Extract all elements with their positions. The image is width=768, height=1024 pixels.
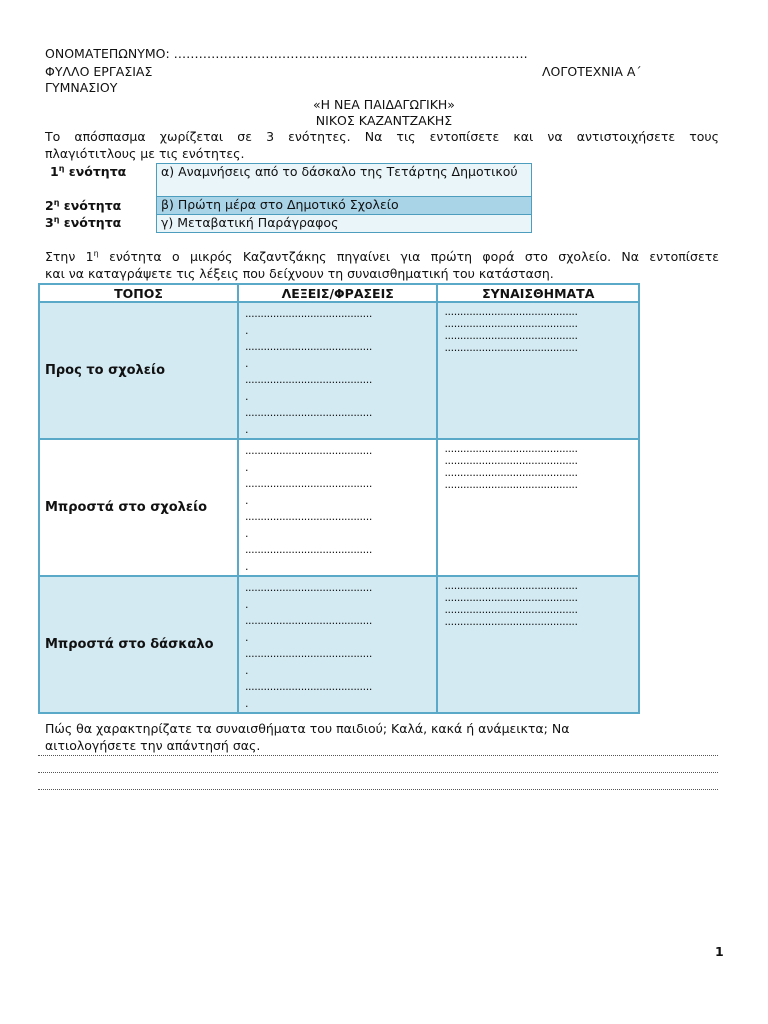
table-row bbox=[39, 439, 639, 576]
task1-line2: πλαγιότιτλους με τις ενότητες. bbox=[45, 146, 245, 161]
writing-line-end: . bbox=[244, 630, 249, 644]
section-3-label: $3^\eta$ ενότητα bbox=[45, 215, 122, 231]
writing-line: ......................................... bbox=[244, 614, 372, 627]
writing-line: ......................................... bbox=[244, 444, 372, 457]
answer-line[interactable] bbox=[38, 772, 718, 773]
place-cell: Μπροστά στο σχολείο bbox=[39, 439, 238, 576]
writing-line: ........................................... bbox=[444, 317, 578, 330]
writing-line: ......................................... bbox=[244, 307, 372, 320]
writing-line: ......................................... bbox=[244, 510, 372, 523]
writing-line-end: . bbox=[244, 597, 249, 611]
header-feelings: ΣΥΝΑΙΣΘΗΜΑΤΑ bbox=[437, 284, 639, 302]
table-row bbox=[39, 576, 639, 713]
writing-line-end: . bbox=[244, 559, 249, 573]
writing-line-end: . bbox=[244, 460, 249, 474]
text-author: ΝΙΚΟΣ ΚΑΖΑΝΤΖΑΚΗΣ bbox=[315, 113, 453, 128]
header-words: ΛΕΞΕΙΣ/ΦΡΑΣΕΙΣ bbox=[238, 284, 438, 302]
writing-line: ......................................... bbox=[244, 477, 372, 490]
writing-line-end: . bbox=[244, 323, 249, 337]
feelings-cell[interactable] bbox=[437, 439, 639, 576]
writing-line: ......................................... bbox=[244, 543, 372, 556]
answer-line[interactable] bbox=[38, 755, 718, 756]
writing-line-end: . bbox=[244, 696, 249, 710]
writing-line: ........................................... bbox=[444, 442, 578, 455]
place-cell: Προς το σχολείο bbox=[39, 302, 238, 439]
writing-line: ........................................... bbox=[444, 305, 578, 318]
writing-line-end: . bbox=[244, 422, 249, 436]
writing-line: ......................................... bbox=[244, 581, 372, 594]
writing-line-end: . bbox=[244, 356, 249, 370]
task2-line2: και να καταγράψετε τις λέξεις που δείχνουν τη συναισθηματική του κατάσταση. bbox=[45, 266, 554, 281]
writing-line: ......................................... bbox=[244, 406, 372, 419]
writing-line-end: . bbox=[244, 526, 249, 540]
writing-line-end: . bbox=[244, 663, 249, 677]
writing-line-end: . bbox=[244, 389, 249, 403]
emotions-table bbox=[38, 283, 640, 714]
task3-line2: αιτιολογήσετε την απάντησή σας. bbox=[45, 738, 261, 753]
name-line[interactable]: ΟΝΟΜΑΤΕΠΩΝΥΜΟ: …………………………………………………………………………. bbox=[45, 46, 528, 61]
writing-line: ......................................... bbox=[244, 680, 372, 693]
writing-line: ......................................... bbox=[244, 340, 372, 353]
section-2-label: $2^\eta$ ενότητα bbox=[45, 198, 122, 214]
text-title: «Η ΝΕΑ ΠΑΙΔΑΓΩΓΙΚΗ» bbox=[313, 97, 455, 112]
task1-line1: Το απόσπασμα χωρίζεται σε 3 ενότητες. Να τις εντοπίσετε και να αντιστοιχήσετε τους bbox=[45, 129, 719, 144]
feelings-cell[interactable] bbox=[437, 576, 639, 713]
writing-line: ........................................... bbox=[444, 478, 578, 491]
words-cell[interactable] bbox=[238, 302, 438, 439]
writing-line: ........................................... bbox=[444, 454, 578, 467]
writing-line: ........................................... bbox=[444, 615, 578, 628]
worksheet-label: ΦΥΛΛΟ ΕΡΓΑΣΙΑΣ bbox=[45, 64, 153, 79]
task3-line1: Πώς θα χαρακτηρίζατε τα συναισθήματα του παιδιού; Καλά, κακά ή ανάμεικτα; Να bbox=[45, 721, 570, 736]
section-heading-a: α) Αναμνήσεις από το δάσκαλο της Τετάρτης Δημοτικού bbox=[156, 163, 532, 197]
school-label: ΓΥΜΝΑΣΙΟΥ bbox=[45, 80, 118, 95]
feelings-cell[interactable] bbox=[437, 302, 639, 439]
writing-line: ........................................... bbox=[444, 579, 578, 592]
page-number: 1 bbox=[715, 944, 724, 959]
section-1-label: $1^\eta$ ενότητα bbox=[50, 164, 127, 180]
writing-line: ......................................... bbox=[244, 373, 372, 386]
words-cell[interactable] bbox=[238, 576, 438, 713]
section-heading-c: γ) Μεταβατική Παράγραφος bbox=[156, 215, 532, 233]
header-place: ΤΟΠΟΣ bbox=[39, 284, 238, 302]
writing-line: ......................................... bbox=[244, 647, 372, 660]
subject-label: ΛΟΓΟΤΕΧΝΙΑ Α΄ bbox=[542, 64, 642, 79]
writing-line-end: . bbox=[244, 493, 249, 507]
table-row bbox=[39, 302, 639, 439]
writing-line: ........................................... bbox=[444, 603, 578, 616]
writing-line: ........................................... bbox=[444, 591, 578, 604]
writing-line: ........................................... bbox=[444, 341, 578, 354]
writing-line: ........................................... bbox=[444, 329, 578, 342]
words-cell[interactable] bbox=[238, 439, 438, 576]
place-cell: Μπροστά στο δάσκαλο bbox=[39, 576, 238, 713]
section-heading-b: β) Πρώτη μέρα στο Δημοτικό Σχολείο bbox=[156, 197, 532, 215]
writing-line: ........................................... bbox=[444, 466, 578, 479]
task2-line1: Στην $1^\eta$ ενότητα ο μικρός Καζαντζάκης πηγαίνει για πρώτη φορά στο σχολείο. Να εντοπίσετε bbox=[45, 249, 719, 265]
answer-line[interactable] bbox=[38, 789, 718, 790]
